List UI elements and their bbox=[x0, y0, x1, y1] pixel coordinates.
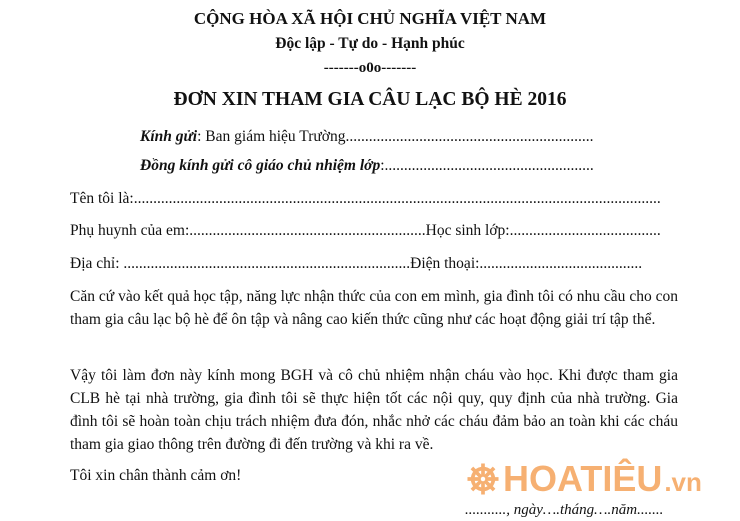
recipient-label: Kính gửi bbox=[140, 128, 198, 145]
watermark-logo bbox=[466, 459, 702, 499]
cc-recipient-line bbox=[140, 157, 594, 175]
separator: -------o0o------- bbox=[323, 60, 417, 76]
nation-header: CỘNG HÒA XÃ HỘI CHỦ NGHĨA VIỆT NAM bbox=[193, 9, 547, 28]
date-line: ..........., ngày….tháng….năm....... bbox=[465, 502, 664, 518]
ship-wheel-icon bbox=[466, 462, 500, 496]
document-title: ĐƠN XIN THAM GIA CÂU LẠC BỘ HÈ 2016 bbox=[173, 89, 567, 110]
recipient-text: : Ban giám hiệu Trường................................................................ bbox=[197, 128, 594, 145]
paragraph-request: Vậy tôi làm đơn này kính mong BGH và cô chủ nhiệm nhận cháu vào học. Khi được tham gia CLB hè tại nhà trường, gia đình tôi sẽ thực hiện tốt các nội quy, quy định của nhà trường. Gia đình tôi sẽ hoàn toàn chịu trách nhiệm đưa đón, nhắc nhở các cháu đảm bảo an toàn khi các cháu tham gia giao thông trên đường đi đến trường và khi ra về. bbox=[70, 367, 678, 453]
motto: Độc lập - Tự do - Hạnh phúc bbox=[275, 35, 465, 52]
field-address-phone: Địa chỉ: ..........................................................................Điện thoại:.......................................... bbox=[70, 255, 643, 272]
cc-recipient-text: :...................................................... bbox=[380, 157, 594, 174]
field-parent-class: Phụ huynh của em:.............................................................Học sinh lớp:....................................... bbox=[70, 222, 661, 239]
watermark-tld: .vn bbox=[664, 467, 702, 497]
watermark-name: HOATIÊU bbox=[503, 458, 663, 499]
field-name: Tên tôi là:........................................................................................................................................ bbox=[70, 190, 661, 207]
cc-recipient-label: Đồng kính gửi cô giáo chủ nhiệm lớp bbox=[140, 157, 381, 174]
closing: Tôi xin chân thành cảm ơn! bbox=[70, 467, 242, 484]
paragraph-reason: Căn cứ vào kết quả học tập, năng lực nhận thức của con em mình, gia đình tôi có nhu cầu cho con tham gia câu lạc bộ hè để ôn tập và nâng cao kiến thức cũng như các hoạt động giải trí tập thể. bbox=[70, 288, 678, 328]
recipient-line bbox=[140, 128, 593, 146]
